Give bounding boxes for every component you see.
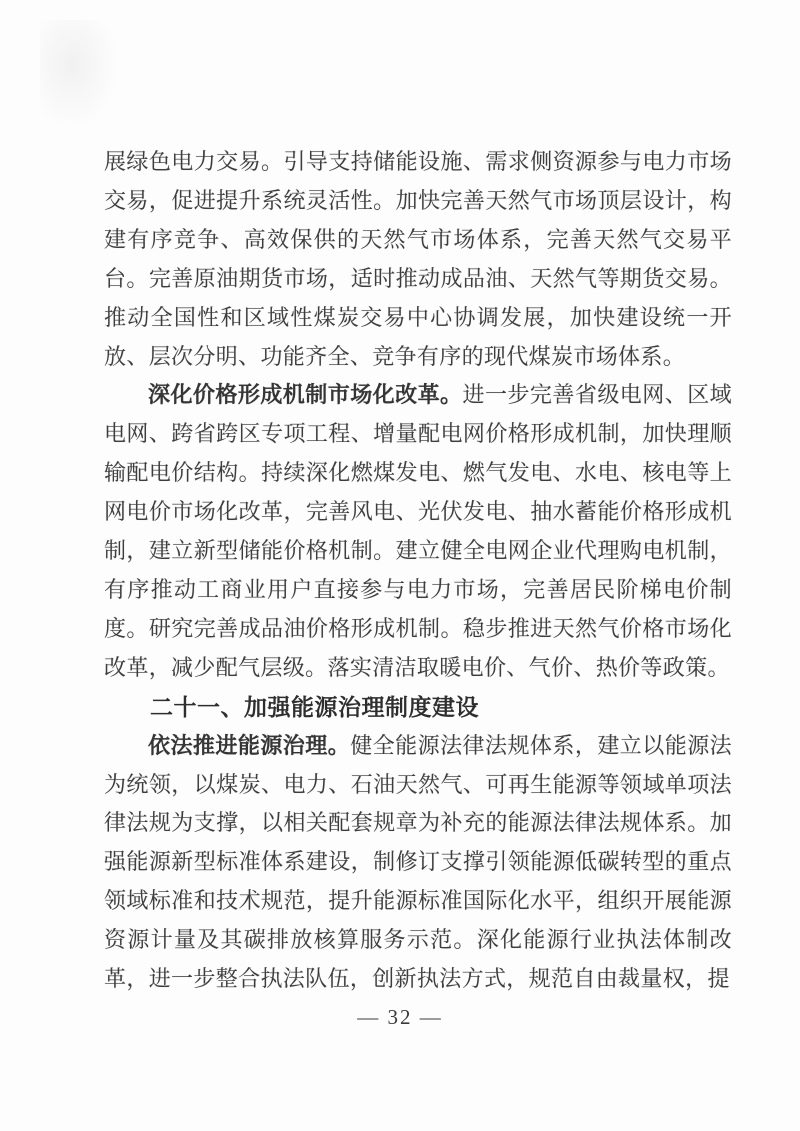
page-number: — 32 — [357,1005,443,1029]
paragraph-law-governance-text: 健全能源法律法规体系，建立以能源法为统领，以煤炭、电力、石油天然气、可再生能源等领域单项法律法规为支撑，以相关配套规章为补充的能源法律法规体系。加强能源新型标准体系建设，制修订支撑引领能源低碳转型的重点领域标准和技术规范，提升能源标准国际化水平，组织开展能源资源计量及其碳排放核算服务示范。深化能源行业执法体制改革，进一步整合执法队伍，创新执法方式，规范自由裁量权，提 [104,732,733,992]
paragraph-price-reform [104,376,732,687]
paragraph-market-trading [104,143,732,376]
paragraph-law-governance [104,727,732,999]
paragraph-price-reform-lead: 深化价格形成机制市场化改革。 [148,382,463,408]
paragraph-market-trading-text: 展绿色电力交易。引导支持储能设施、需求侧资源参与电力市场交易，促进提升系统灵活性。加快完善天然气市场顶层设计，构建有序竞争、高效保供的天然气市场体系，完善天然气交易平台。完善原油期货市场，适时推动成品油、天然气等期货交易。推动全国性和区域性煤炭交易中心协调发展，加快建设统一开放、层次分明、功能齐全、竞争有序的现代煤炭市场体系。 [104,149,732,369]
body-text-block [104,143,732,999]
section-heading-energy-governance: 二十一、加强能源治理制度建设 [150,693,479,720]
paragraph-price-reform-text: 进一步完善省级电网、区域电网、跨省跨区专项工程、增量配电网价格形成机制，加快理顺输配电价结构。持续深化燃煤发电、燃气发电、水电、核电等上网电价市场化改革，完善风电、光伏发电、抽水蓄能价格形成机制，建立新型储能价格机制。建立健全电网企业代理购电机制，有序推动工商业用户直接参与电力市场，完善居民阶梯电价制度。研究完善成品油价格形成机制。稳步推进天然气价格市场化改革，减少配气层级。落实清洁取暖电价、气价、热价等政策。 [104,382,733,680]
paragraph-law-governance-lead: 依法推进能源治理。 [148,732,351,758]
scan-smudge-artifact [40,20,120,130]
